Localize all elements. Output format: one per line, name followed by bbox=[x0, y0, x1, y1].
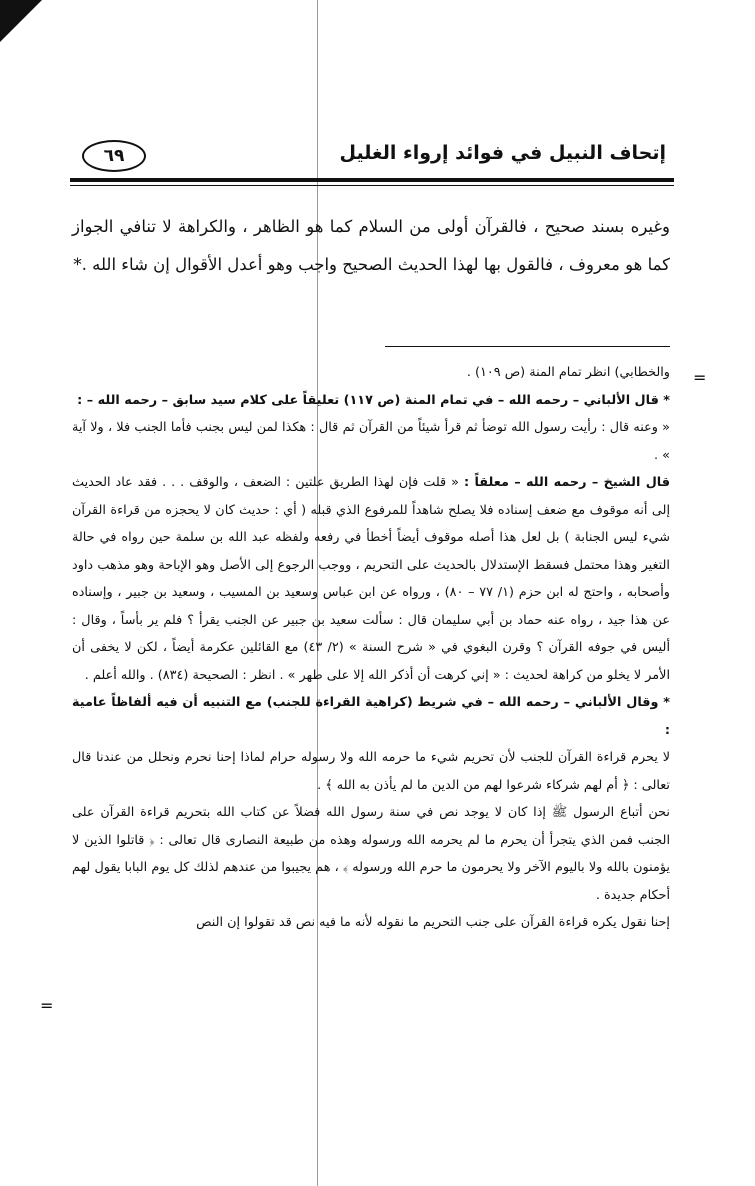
footnote-6: لا يحرم قراءة القرآن للجنب لأن تحريم شيء ما حرمه الله ولا رسوله حرام لماذا إحنا نحرم ونحلل من عندنا قال تعالى : ﴿ أم لهم شركاء شرعوا لهم من الدين ما لم يأذن به الله ﴾ . bbox=[72, 750, 670, 793]
footnote-3: « وعنه قال : رأيت رسول الله توضأ ثم قرأ شيئاً من القرآن ثم قال : هكذا لمن ليس بجنب فأما الجنب فلا ، ولا آية » . bbox=[72, 420, 670, 463]
running-header bbox=[70, 138, 670, 180]
page-corner-mark bbox=[0, 0, 42, 42]
footnote-8: إحنا نقول يكره قراءة القرآن على جنب التحريم ما نقوله لأنه ما فيه نص قد تقولوا إن النص bbox=[196, 915, 670, 930]
main-text bbox=[72, 208, 670, 284]
footnote-7: نحن أتباع الرسول ﷺ إذا كان لا يوجد نص في سنة رسول الله فضلاً عن كتاب الله بتحريم قراءة القرآن على الجنب فمن الذي يتجرأ أن يحرم ما لم يحرمه الله ورسوله وهذه من طبيعة النصارى قال تعالى : ﴿ قاتلوا الذين لا يؤمنون بالله ولا باليوم الآخر ولا يحرمون ما حرم الله ورسوله ﴾ ، هم يجيبوا من عندهم لذلك كل يوم البابا يقول لهم أحكام جديدة . bbox=[72, 805, 670, 903]
footnote-1: والخطابي) انظر تمام المنة (ص ١٠٩) . bbox=[466, 365, 670, 380]
book-title: إتحاف النبيل في فوائد إرواء الغليل bbox=[339, 142, 666, 164]
header-rule-thick bbox=[70, 178, 674, 182]
main-paragraph: وغيره بسند صحيح ، فالقرآن أولى من السلام كما هو الظاهر ، والكراهة لا تنافي الجواز كما هو معروف ، فالقول بها لهذا الحديث الصحيح واجب وهو أعدل الأقوال إن شاء الله .* bbox=[72, 217, 670, 274]
footnote-4-lead: قال الشيخ – رحمه الله – معلقاً : bbox=[464, 475, 670, 490]
footnote-separator bbox=[385, 346, 670, 347]
continuation-mark-bottom: = bbox=[40, 996, 54, 1015]
footnote-5-heading: * وقال الألباني – رحمه الله – في شريط (كراهية القراءة للجنب) مع التنبيه أن فيه ألفاظاً عامية : bbox=[72, 695, 670, 738]
page-number: ٦٩ bbox=[82, 140, 146, 172]
footnotes bbox=[72, 359, 670, 937]
footnote-2-heading: * قال الألباني – رحمه الله – في تمام المنة (ص ١١٧) تعليقاً على كلام سيد سابق – رحمه الله – : bbox=[77, 392, 670, 408]
footnote-4: « قلت فإن لهذا الطريق علتين : الضعف ، والوقف . . . فقد عاد الحديث إلى أنه موقوف مع ضعف إسناده فلا يصلح شاهداً للمرفوع الذي قبله ( أي : حديث كان لا يحجزه من قراءة القرآن شيء ليس الجنابة ) بل لعل هذا أصله موقوف أيضاً أخطأ في رفعه ولفظه عبد الله بن سلمة حين رواه في حالة التغير وهذا محتمل فسقط الإستدلال بالحديث على التحريم ، ووجب الرجوع إلى الأصل وهو الإباحة وهو مذهب داود وأصحابه ، واحتج له ابن حزم (١/ ٧٧ – ٨٠) ، ورواه عن ابن عباس وسعيد بن المسيب ، وسعيد بن جبير ، وإسناده عن هذا جيد ، رواه عنه حماد بن أبي سليمان قال : سألت سعيد بن جبير عن الجنب يقرأ ؟ فلم ير بأساً ، وقال : أليس في جوفه القرآن ؟ وقرن البغوي في « شرح السنة » (٢/ ٤٣) مع القائلين عكرمة أيضاً ، لكن لا يخفى أن الأمر لا يخلو من كراهة لحديث : « إني كرهت أن أذكر الله إلا على طهر » . انظر : الصحيحة (٨٣٤) . والله أعلم . bbox=[72, 475, 670, 683]
continuation-mark-top: = bbox=[693, 368, 707, 387]
header-rule-thin bbox=[70, 185, 674, 186]
